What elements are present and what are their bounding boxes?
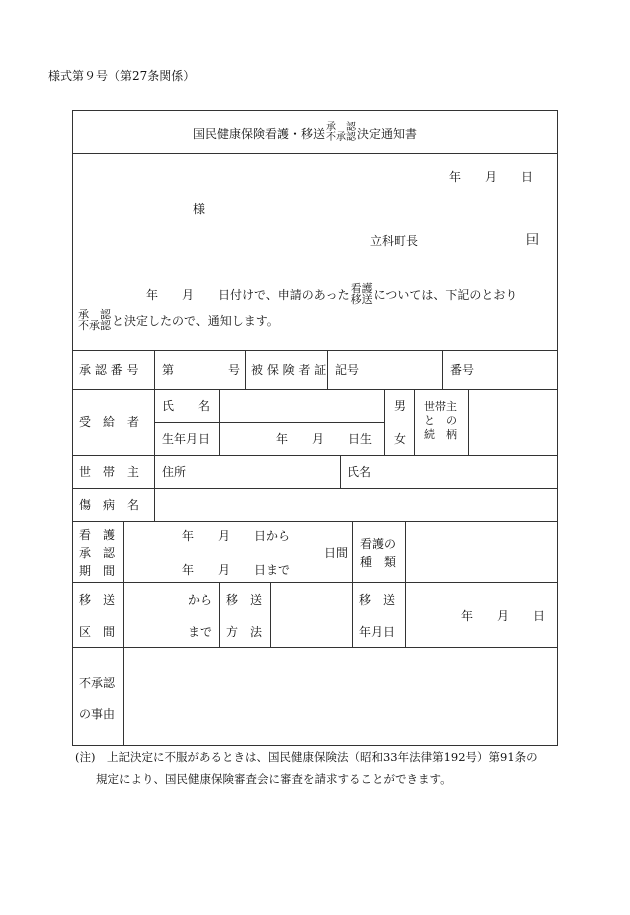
note-line-1: (注) 上記決定に不服があるときは、国民健康保険法（昭和33年法律第192号）第91条の bbox=[75, 750, 538, 764]
transport-method-line-1: 移 送 bbox=[226, 593, 263, 607]
care-period-line-1: 看 護 bbox=[79, 528, 116, 542]
frame-top bbox=[72, 110, 558, 111]
period-days: 日間 bbox=[324, 546, 349, 560]
recipient-label: 受 給 者 bbox=[79, 415, 140, 429]
form-id: 様式第９号（第27条関係） bbox=[48, 69, 196, 83]
insured-card-number: 番号 bbox=[450, 363, 475, 377]
title-before: 国民健康保険看護・移送 bbox=[193, 126, 326, 141]
frame-left bbox=[72, 110, 73, 746]
approval-number-prefix: 第 bbox=[162, 363, 175, 377]
address-label: 住所 bbox=[162, 465, 187, 479]
insured-card-symbol: 記号 bbox=[335, 363, 360, 377]
divider-care bbox=[72, 582, 558, 583]
vline-gender-left bbox=[384, 389, 385, 456]
transport-date-line-2: 年月日 bbox=[359, 625, 396, 639]
vline-gender-right bbox=[414, 389, 415, 456]
body-line1-date: 年 月 日付けで、申請のあった bbox=[146, 287, 350, 302]
vline-transport-label bbox=[123, 582, 124, 648]
divider-title bbox=[72, 153, 558, 154]
divider-header bbox=[72, 350, 558, 351]
divider-disease bbox=[72, 521, 558, 522]
vline-approval-label bbox=[154, 350, 155, 390]
divider-recipient bbox=[72, 455, 558, 456]
birth-label: 生年月日 bbox=[162, 432, 211, 446]
vline-card-symbol bbox=[442, 350, 443, 390]
body-line-2 bbox=[78, 309, 279, 331]
form-title bbox=[193, 118, 417, 148]
vline-transport-date-label bbox=[405, 582, 406, 648]
care-period-label bbox=[79, 526, 115, 580]
gender-male: 男 bbox=[394, 399, 407, 413]
care-type-line-1: 看護の bbox=[360, 537, 397, 551]
vline-care-period bbox=[352, 521, 353, 583]
frame-bottom bbox=[72, 745, 558, 746]
title-stack-top: 承 認 bbox=[326, 122, 357, 133]
body-line-1 bbox=[146, 283, 517, 305]
relation-line-2: と の bbox=[424, 414, 457, 427]
vline-approval-num bbox=[245, 350, 246, 390]
body-line1-stack-bottom: 移送 bbox=[350, 293, 373, 306]
transport-method-line-2: 方 法 bbox=[226, 625, 263, 639]
addressee-suffix: 様 bbox=[193, 202, 206, 216]
divider-name-birth bbox=[154, 422, 384, 423]
transport-date-line-1: 移 送 bbox=[359, 593, 396, 607]
vline-disease-label bbox=[154, 488, 155, 522]
vline-refusal-label bbox=[123, 647, 124, 746]
vline-relation-right bbox=[468, 389, 469, 456]
body-line2-after: と決定したので、通知します。 bbox=[112, 313, 279, 328]
vline-transport-section bbox=[219, 582, 220, 648]
approval-number-suffix: 号 bbox=[228, 363, 241, 377]
refusal-reason-line-1: 不承認 bbox=[79, 676, 116, 690]
approval-number-label: 承 認 番 号 bbox=[79, 363, 139, 377]
vline-care-type bbox=[405, 521, 406, 583]
transport-date-value: 年 月 日 bbox=[461, 609, 546, 623]
body-line2-stack-top: 承 認 bbox=[78, 308, 111, 321]
transport-section-line-1: 移 送 bbox=[79, 593, 116, 607]
title-stack-bottom: 不承認 bbox=[326, 132, 357, 143]
divider-household bbox=[72, 488, 558, 489]
issuer-name: 立科町長 bbox=[370, 234, 419, 248]
to-label: まで bbox=[188, 625, 213, 639]
seal-mark: 囙 bbox=[526, 233, 540, 248]
refusal-reason-line-2: の事由 bbox=[79, 707, 116, 721]
body-line1-after: については、下記のとおり bbox=[373, 287, 518, 302]
relation-label bbox=[424, 400, 457, 442]
transport-section-line-2: 区 間 bbox=[79, 625, 116, 639]
name-label: 氏 名 bbox=[162, 399, 211, 413]
vline-care-label bbox=[123, 521, 124, 583]
insured-card-label: 被 保 険 者 証 bbox=[251, 363, 327, 377]
vline-card-label bbox=[327, 350, 328, 390]
relation-line-3: 続 柄 bbox=[424, 428, 457, 441]
care-period-line-2: 承 認 bbox=[79, 546, 116, 560]
vline-name-label bbox=[219, 389, 220, 456]
relation-line-1: 世帯主 bbox=[424, 400, 457, 413]
birth-value: 年 月 日生 bbox=[276, 432, 373, 446]
period-to: 年 月 日まで bbox=[182, 563, 291, 577]
title-after: 決定通知書 bbox=[357, 126, 418, 141]
body-line1-stack bbox=[351, 283, 373, 305]
divider-transport bbox=[72, 647, 558, 648]
care-period-line-3: 期 間 bbox=[79, 564, 116, 578]
vline-transport-method bbox=[352, 582, 353, 648]
vline-household-label bbox=[154, 455, 155, 489]
issue-date: 年 月 日 bbox=[449, 170, 534, 184]
vline-transport-method-label bbox=[270, 582, 271, 648]
title-stack bbox=[326, 123, 356, 143]
vline-household-address bbox=[340, 455, 341, 489]
care-type-label: 看護の 種 類 bbox=[360, 526, 396, 562]
vline-recipient-label bbox=[154, 389, 155, 456]
period-from: 年 月 日から bbox=[182, 529, 291, 543]
note-line-2: 規定により、国民健康保険審査会に審査を請求することができます。 bbox=[96, 772, 452, 786]
body-line2-stack bbox=[78, 309, 111, 331]
household-head-label: 世 帯 主 bbox=[79, 465, 140, 479]
divider-approval bbox=[72, 389, 558, 390]
body-line1-stack-top: 看護 bbox=[350, 282, 373, 295]
household-name-label: 氏名 bbox=[347, 465, 372, 479]
frame-right bbox=[557, 110, 558, 746]
body-line2-stack-bottom: 不承認 bbox=[78, 319, 111, 332]
disease-label: 傷 病 名 bbox=[79, 498, 140, 512]
from-label: から bbox=[188, 593, 213, 607]
gender-female: 女 bbox=[394, 432, 407, 446]
